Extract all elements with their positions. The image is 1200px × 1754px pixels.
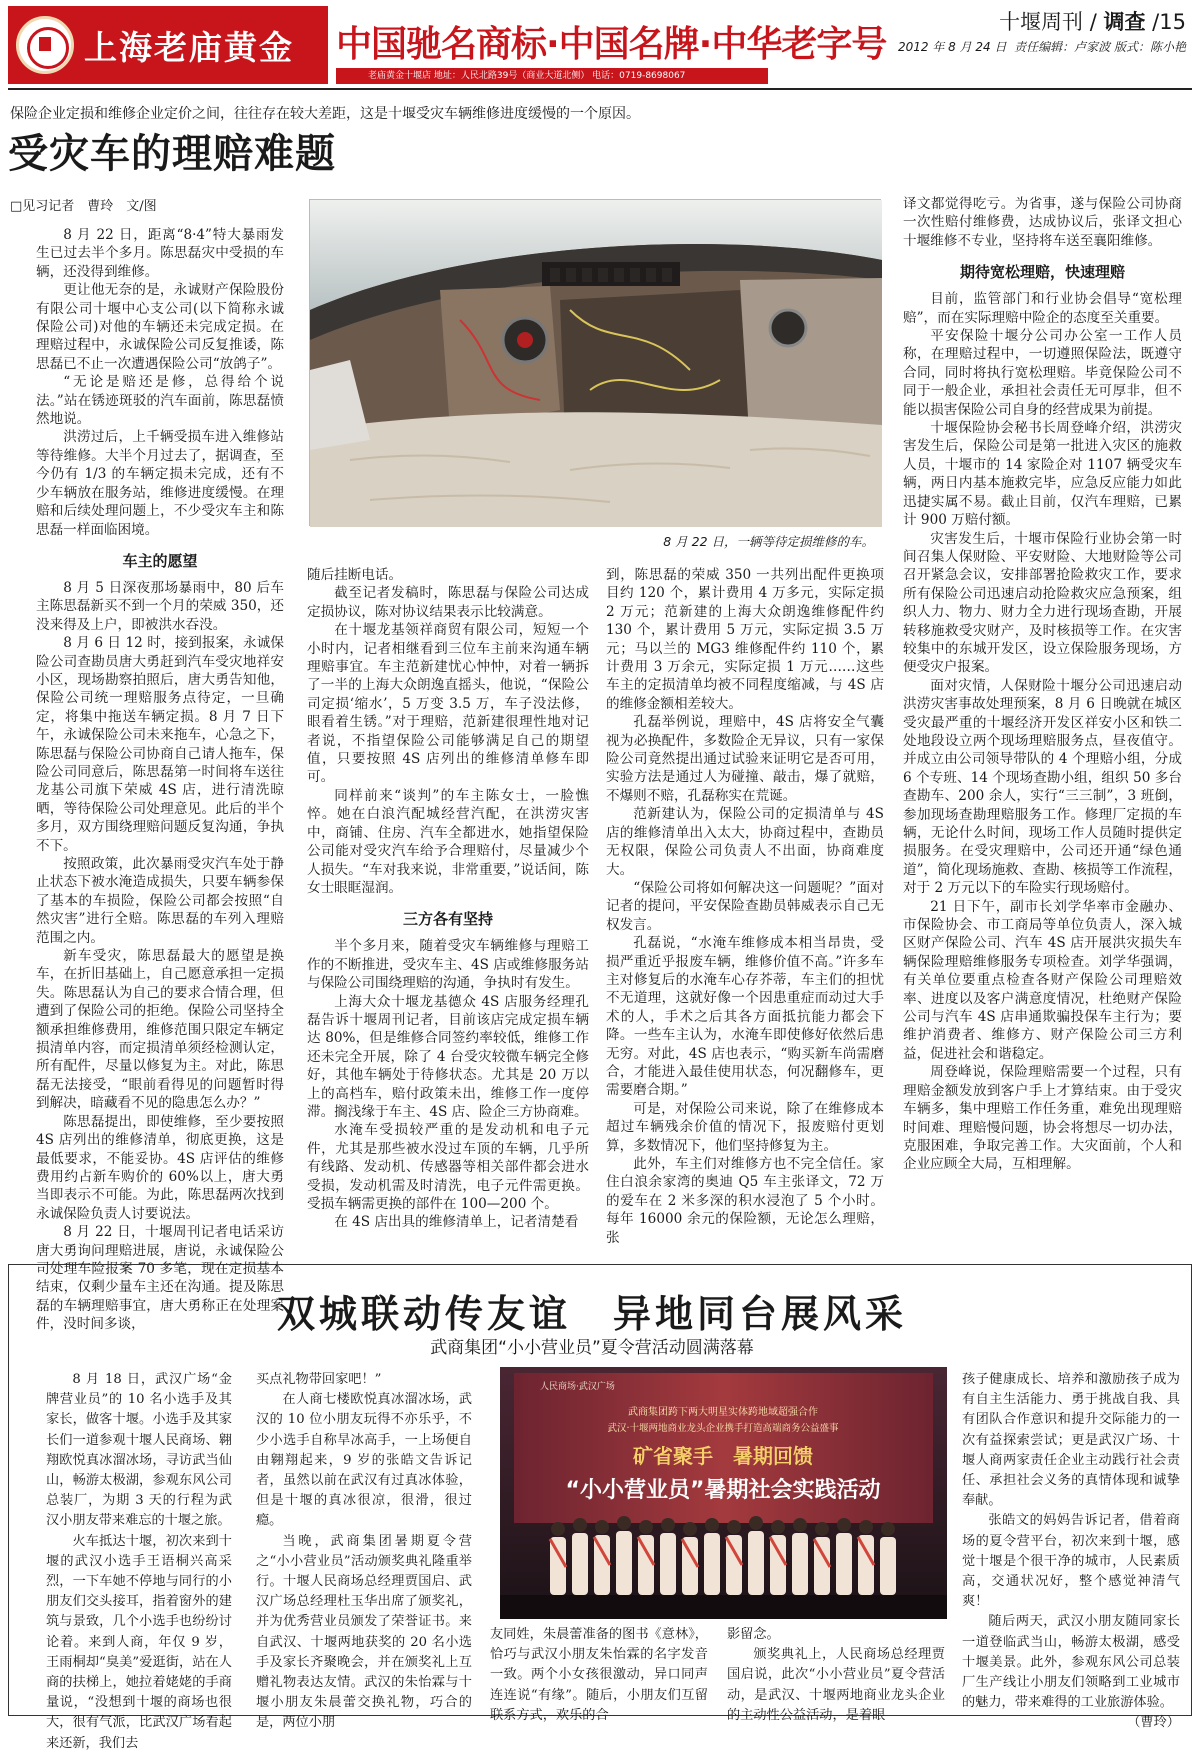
section-name: 调查 bbox=[1103, 10, 1146, 34]
banner-slogan: 矿省聚手 暑期回馈 bbox=[633, 1444, 813, 1468]
paragraph: 孩子健康成长、培养和激励孩子成为有自主生活能力、勇于挑战自我、具有团队合作意识和提升交际能力的一次有益探索尝试；更是武汉广场、十堰人商两家责任企业主动践行社会责任、承担社会义务的真情体现和诚挚奉献。 bbox=[962, 1372, 1180, 1509]
paragraph: 面对灾情，人保财险十堰分公司迅速启动洪涝灾害事故处理预案，8 月 6 日晚就在城区受灾最严重的十堰经济开发区祥安小区和铁二处地段设立两个现场理赔服务点，昼夜值守。并成立由公司领导带队的 4 个理赔小组，分成 6 个专班、14 个现场查勘小组，组织 50 多台查勘车、200 余人，实行“三三制”，3 班倒，参加现场查勘理赔服务工作。修理厂定损的车辆，无论什么时间，现场工作人员随时提供定损服务。在受灾理赔中，公司还开通“绿色通道”，简化现场施救、查勘、核损等工作流程，对于 2 万元以下的车险实行现场赔付。 bbox=[903, 677, 1182, 897]
paragraph: “无论是赔还是修，总得给个说法。”站在锈迹斑驳的汽车面前，陈思磊愤然地说。 bbox=[36, 374, 284, 428]
ad-contact-bar: 老庙黄金十堰店 地址：人民北路39号（商业大道北侧） 电话：0719-8698067 bbox=[336, 68, 768, 84]
feature-subtitle: 武商集团“小小营业员”夏令营活动圆满落幕 bbox=[430, 1338, 754, 1358]
paragraph: 买点礼物带回家吧！” bbox=[256, 1372, 382, 1387]
feature-column-1 bbox=[46, 1370, 232, 1751]
flood-damaged-car-photo bbox=[309, 199, 881, 526]
paragraph: 随后挂断电话。 bbox=[307, 567, 403, 583]
paragraph: 在 4S 店出具的维修清单上，记者清楚看 bbox=[334, 1214, 579, 1231]
paragraph: 8 月 22 日，十堰周刊记者电话采访唐大勇询问理赔进展，唐说，永诚保险公司处理车险报案 70 多笔，现在定损基本结束，仅剩少量车主还在沟通。提及陈思磊的车辆理赔事宜，唐大勇称正在处理案件，没时间多谈， bbox=[36, 1224, 284, 1333]
feature-column-2 bbox=[256, 1370, 472, 1731]
paragraph: 周登峰说，保险理赔需要一个过程，只有理赔金额发放到客户手上才算结束。由于受灾车辆多，集中理赔工作任务重，难免出现理赔时间难、理赔慢问题，协会将想尽一切办法，克服困难，争取完善工作。大灾面前，个人和企业应顾全大局，互相理解。 bbox=[903, 1064, 1182, 1173]
article-column-2 bbox=[307, 566, 589, 1256]
banner-line-1: 武商集团跨下两大明星实体跨地域超强合作 bbox=[628, 1407, 818, 1418]
designer-credit: 版式：陈小艳 bbox=[1113, 40, 1186, 54]
header-rule bbox=[8, 88, 1192, 90]
paragraph: 按照政策，此次暴雨受灾汽车处于静止状态下被水淹造成损失，只要车辆参保了基本的车损险，保险公司都会按照“自然灾害”进行全赔。陈思磊的车列入理赔范围之内。 bbox=[36, 856, 284, 946]
paragraph: 半个多月来，随着受灾车辆维修与理赔工作的不断推进，受灾车主、4S 店或维修服务站与保险公司围绕理赔的沟通，争执时有发生。 bbox=[307, 938, 589, 992]
paragraph: 灾害发生后，十堰市保险行业协会第一时间召集人保财险、平安财险、大地财险等公司召开紧急会议，安排部署抢险救灾工作，要求所有保险公司迅速启动抢险救灾应急预案，组织人力、物力、财力全力进行现场查勘，开展转移施救受灾财产，及时核损等工作。在灾害较集中的东城开发区，设立保险服务现场，方便受灾户报案。 bbox=[903, 530, 1182, 676]
article-headline: 受灾车的理赔难题 bbox=[8, 130, 336, 177]
paragraph: 火车抵达十堰，初次来到十堰的武汉小选手王语桐兴高采烈，一下车她不停地与同行的小朋友们交头接耳，指着窗外的建筑与景致，几个小选手也纷纷讨论着。来到人商，年仅 9 岁，王雨桐却“臭美”爱逛街，站在人商的扶梯上，她拉着姥姥的手商量说，“没想到十堰的商场也很大，很有气派，比武汉广场看起来还新，我们去 bbox=[46, 1533, 232, 1751]
page-number: 15 bbox=[1159, 10, 1186, 34]
paragraph: “保险公司将如何解决这一问题呢？”面对记者的提问，平安保险查勘员韩威表示自己无权发言。 bbox=[606, 879, 884, 933]
section-heading: 三方各有坚持 bbox=[402, 910, 493, 929]
paragraph: 孔磊举例说，理赔中，4S 店将安全气囊视为必换配件，多数险企无异议，只有一家保险公司竟然提出通过试验来证明它是否可用，实验方法是通过人为碰撞、敲击，爆了就赔，不爆则不赔，孔磊称实在荒诞。 bbox=[606, 714, 884, 804]
ad-slogan: 中国驰名商标·中国名牌·中华老字号 bbox=[336, 24, 887, 65]
section-heading: 期待宽松理赔，快速理赔 bbox=[959, 263, 1125, 282]
paragraph: 8 月 18 日，武汉广场“金牌营业员”的 10 名小选手及其家长，做客十堰。小选手及其家长们一道参观十堰人民商场、翱翔欧悦真冰溜冰场，寻访武当仙山，畅游太极湖，参观东风公司总装厂，为期 3 天的行程为武汉小朋友带来难忘的十堰之旅。 bbox=[46, 1372, 232, 1529]
paragraph: 十堰保险协会秘书长周登峰介绍，洪涝灾害发生后，保险公司是第一批进入灾区的施救人员，十堰市的 14 家险企对 1107 辆受灾车辆，两日内基本施救完毕，应急反应能力如此迅捷实属不易。截止目前，仅汽车理赔，已累计 900 万赔付额。 bbox=[903, 420, 1182, 529]
banner-top-text: 人民商场·武汉广场 bbox=[540, 1382, 615, 1392]
feature-column-3 bbox=[490, 1625, 708, 1723]
paragraph: 当晚，武商集团暑期夏令营之“小小营业员”活动颁奖典礼隆重举行。十堰人民商场总经理贾国启、武汉广场总经理杜玉华出席了颁奖礼，并为优秀营业员颁发了荣誉证书。来自武汉、十堰两地获奖的 20 名小选手及家长齐聚晚会，并在颁奖礼上互赠礼物表达友情。武汉的朱怡霖与十堰小朋友朱晨蕾交换礼物，巧合的是，两位小朋 bbox=[256, 1533, 472, 1731]
photo-caption: 8 月 22 日，一辆等待定损维修的车。 bbox=[663, 534, 874, 549]
article-column-1 bbox=[36, 226, 284, 1333]
paragraph: 影留念。 bbox=[727, 1627, 780, 1642]
banner-event-title: “小小营业员”暑期社会实践活动 bbox=[565, 1478, 881, 1503]
paragraph: 陈思磊提出，即使维修，至少要按照 4S 店列出的维修清单，彻底更换，这是最低要求，不能妥协。4S 店评估的维修费用约占新车购价的 60%以上，唐大勇当即表示不可能。为此，陈思磊两次找到永诚保险负责人讨要说法。 bbox=[36, 1113, 284, 1222]
paragraph: 上海大众十堰龙基德众 4S 店服务经理孔磊告诉十堰周刊记者，目前该店完成定损车辆达 80%，但是维修合同签约率较低，维修工作还未完全开展，除了 4 台受灾较微车辆完全修好，其他车辆处于待修状态。尤其是 20 万以上的高档车，赔付政策未出，维修工作一度停滞。搁浅缘于车主、4S 店、险企三方协商难。 bbox=[307, 993, 589, 1120]
award-ceremony-photo bbox=[500, 1367, 947, 1619]
feature-headline: 双城联动传友谊 异地同台展风采 bbox=[276, 1292, 907, 1336]
paragraph: 在人商七楼欧悦真冰溜冰场，武汉的 10 位小朋友玩得不亦乐乎，不少小选手自称旱冰高手，一上场便自由翱翔起来，9 岁的张皓文告诉记者，虽然以前在武汉有过真冰体验，但是十堰的真冰很凉，很滑，很过瘾。 bbox=[256, 1392, 472, 1529]
paragraph: 孔磊说，“水淹车维修成本相当昂贵，受损严重近乎报废车辆，维修价值不高。”许多车主对修复后的水淹车心存芥蒂，车主们的担忧不无道理，这就好像一个因患重症而动过大手术的人，手术之后其各方面抵抗能力都会下降。一些车主认为，水淹车即使修好依然后患无穷。对此，4S 店也表示，“购买新车尚需磨合，才能进入最佳使用状态，何况翻修车，更需要磨合期。” bbox=[606, 935, 884, 1099]
page-section-label: 十堰周刊 / 调查 /15 bbox=[999, 10, 1186, 34]
masthead-advertisement bbox=[8, 6, 887, 84]
paragraph: 此外，车主们对维修方也不完全信任。家住白浪余家湾的奥迪 Q5 车主张译文，72 万的爱车在 2 米多深的积水浸泡了 5 个小时。每年 16000 余元的保险额，无论怎么理赔，张 bbox=[606, 1156, 884, 1246]
paragraph: 颁奖典礼上，人民商场总经理贾国启说，此次“小小营业员”夏令营活动，是武汉、十堰两地商业龙头企业的主动性公益活动，是着眼 bbox=[727, 1647, 945, 1723]
paragraph: 新车受灾，陈思磊最大的愿望是换车，在折旧基础上，自己愿意承担一定损失。陈思磊认为自己的要求合情合理，但遭到了保险公司的拒绝。保险公司坚持全额承担维修费用，维修范围只限定车辆定损清单内容，而定损清单须经检测认定，所有配件，尽量以修复为主。对此，陈思磊无法接受，“眼前看得见的问题暂时得到解决，暗藏看不见的隐患怎么办？” bbox=[36, 948, 284, 1112]
paragraph: 同样前来“谈判”的车主陈女士，一脸憔悴。她在白浪汽配城经营汽配，在洪涝灾害中，商铺、住房、汽车全都进水，她指望保险公司能对受灾汽车给予合理赔付，尽量减少个人损失。“车对我来说，非常重要，”说话间，陈女士眼眶湿润。 bbox=[307, 787, 589, 896]
article-column-3 bbox=[606, 566, 884, 1256]
paragraph: 目前，监管部门和行业协会倡导“宽松理赔”，而在实际理赔中险企的态度至关重要。 bbox=[903, 291, 1182, 326]
article-column-4 bbox=[903, 195, 1182, 1255]
editor-credit: 责任编辑：卢家波 bbox=[1014, 40, 1111, 54]
paragraph: 可是，对保险公司来说，除了在维修成本超过车辆残余价值的情况下，报废赔付更划算，多数情况下，他们坚持修复为主。 bbox=[606, 1100, 884, 1154]
author-signature: （曹玲） bbox=[1127, 1715, 1180, 1731]
paragraph: 范新建认为，保险公司的定损清单与 4S 店的维修清单出入太大，协商过程中，查勘员无权限，保险公司负责人不出面，协商难度大。 bbox=[606, 806, 884, 878]
paragraph: 平安保险十堰分公司办公室一工作人员称，在理赔过程中，一切遵照保险法，既遵守合同，同时将执行宽松理赔。毕竟保险公司不同于一般企业，承担社会责任无可厚非，但不能以损害保险公司自身的经营成果为前提。 bbox=[903, 328, 1182, 418]
feature-column-5 bbox=[962, 1370, 1180, 1731]
paragraph: 友同姓，朱晨蕾准备的图书《意林》，恰巧与武汉小朋友朱怡霖的名字发音一致。两个小女孩很激动，异口同声连连说“有缘”。随后，小朋友们互留联系方式，欢乐的合 bbox=[490, 1627, 708, 1723]
section-heading: 车主的愿望 bbox=[122, 551, 198, 570]
banner-line-2: 武汉·十堰两地商业龙头企业携手打造高端商务公益盛事 bbox=[607, 1423, 839, 1434]
paragraph: 随后两天，武汉小朋友随同家长一道登临武当山，畅游太极湖，感受十堰美景。此外，参观东风公司总装厂生产线让小朋友们领略到工业城市的魅力，带来难得的工业旅游体验。 bbox=[962, 1614, 1180, 1711]
paragraph: 8 月 22 日，距离“8·4”特大暴雨发生已过去半个多月。陈思磊灾中受损的车辆，还没得到维修。 bbox=[36, 227, 284, 280]
paper-name: 十堰周刊 bbox=[999, 10, 1084, 34]
paragraph: 在十堰龙基领祥商贸有限公司，短短一个小时内，记者相继看到三位车主前来沟通车辆理赔事宜。车主范新建忧心忡忡，对着一辆拆了一半的上海大众朗逸直摇头，他说，“保险公司定损‘缩水’，5 万变 3.5 万，车子没法修，眼看着生锈。”对于理赔，范新建很理性地对记者说，不指望保险公司能够满足自己的期望值，只要按照 4S 店列出的维修清单修车即可。 bbox=[307, 622, 589, 786]
paragraph: 21 日下午，副市长刘学华率市金融办、市保险协会、市工商局等单位负责人，深入城区财产保险公司、汽车 4S 店开展洪灾损失车辆保险理赔维修服务专项检查。刘学华强调，有关单位要重点检查各财产保险公司理赔效率、进度以及客户满意度情况，杜绝财产保险公司与汽车 4S 店串通欺骗投保车主行为；要维护消费者、维修方、财产保险公司三方利益，促进社会和谐稳定。 bbox=[903, 898, 1182, 1062]
article-subhead: 保险企业定损和维修企业定价之间，往往存在较大差距，这是十堰受灾车辆维修进度缓慢的一个原因。 bbox=[10, 106, 640, 122]
paragraph: 译文都觉得吃亏。为省事，遂与保险公司协商一次性赔付维修费，达成协议后，张译文担心十堰维修不专业，坚持将车送至襄阳维修。 bbox=[903, 196, 1182, 249]
paragraph: 更让他无奈的是，永诚财产保险股份有限公司十堰中心支公司(以下简称永诚保险公司)对他的车辆还未完成定损。在理赔过程中，永诚保险公司反复推诿，陈思磊已不止一次遭遇保险公司“放鸽子”。 bbox=[36, 282, 284, 372]
ad-logo-panel bbox=[8, 6, 328, 84]
dateline bbox=[898, 38, 1186, 55]
paragraph: 水淹车受损较严重的是发动机和电子元件，尤其是那些被水没过车顶的车辆，几乎所有线路、发动机、传感器等相关部件都会进水受损，发动机需及时清洗，电子元件需更换。受损车辆需更换的部件在 100—200 个。 bbox=[307, 1122, 589, 1212]
paragraph: 到，陈思磊的荣威 350 一共列出配件更换项目约 120 个，累计费用 4 万多元，实际定损 2 万元；范新建的上海大众朗逸维修配件约 130 个，累计费用 5 万元，实际定损 3.5 万元；马以兰的 MG3 维修配件约 110 个，累计费用 3 万余元，实际定损 1 万元……这些车主的定损清单均被不同程度缩减，与 4S 店的维修金额相差较大。 bbox=[606, 567, 884, 712]
ad-brand-name: 上海老庙黄金 bbox=[84, 28, 294, 67]
issue-date: 2012 年 8 月 24 日 bbox=[897, 40, 1007, 54]
feature-column-4 bbox=[727, 1625, 945, 1723]
paragraph: 截至记者发稿时，陈思磊与保险公司达成定损协议，陈对协议结果表示比较满意。 bbox=[307, 585, 589, 620]
temple-seal-icon bbox=[16, 16, 74, 74]
paragraph: 8 月 6 日 12 时，接到报案，永诚保险公司查勘员唐大勇赶到汽车受灾地祥安小区，现场勘察拍照后，唐大勇告知他，保险公司统一理赔服务点待定，一旦确定，将集中拖送车辆定损。8 月 7 日下午，永诚保险公司未来拖车，心急之下，陈思磊与保险公司协商自己请人拖车，保险公司同意后，陈思磊第一时间将车送往龙基公司旗下荣威 4S 店，进行清洗晾晒，等待保险公司处理意见。此后的半个多月，双方围绕理赔问题反复沟通，争执不下。 bbox=[36, 635, 284, 854]
paragraph: 8 月 5 日深夜那场暴雨中，80 后车主陈思磊新买不到一个月的荣威 350，还没来得及上户，即被洪水吞没。 bbox=[36, 579, 284, 633]
paragraph: 洪涝过后，上千辆受损车进入维修站等待维修。大半个月过去了，据调查，至今仍有 1/3 的车辆定损未完成，还有不少车辆放在服务站，维修进度缓慢。在理赔和后续处理问题上，不少受灾车主和陈思磊一样面临困境。 bbox=[36, 429, 284, 538]
article-byline: □见习记者 曹玲 文/图 bbox=[10, 199, 157, 214]
paragraph: 张皓文的妈妈告诉记者，借着商场的夏令营平台，初次来到十堰，感觉十堰是个很干净的城市，人民素质高，交通状况好，整个感觉神清气爽！ bbox=[962, 1513, 1180, 1610]
